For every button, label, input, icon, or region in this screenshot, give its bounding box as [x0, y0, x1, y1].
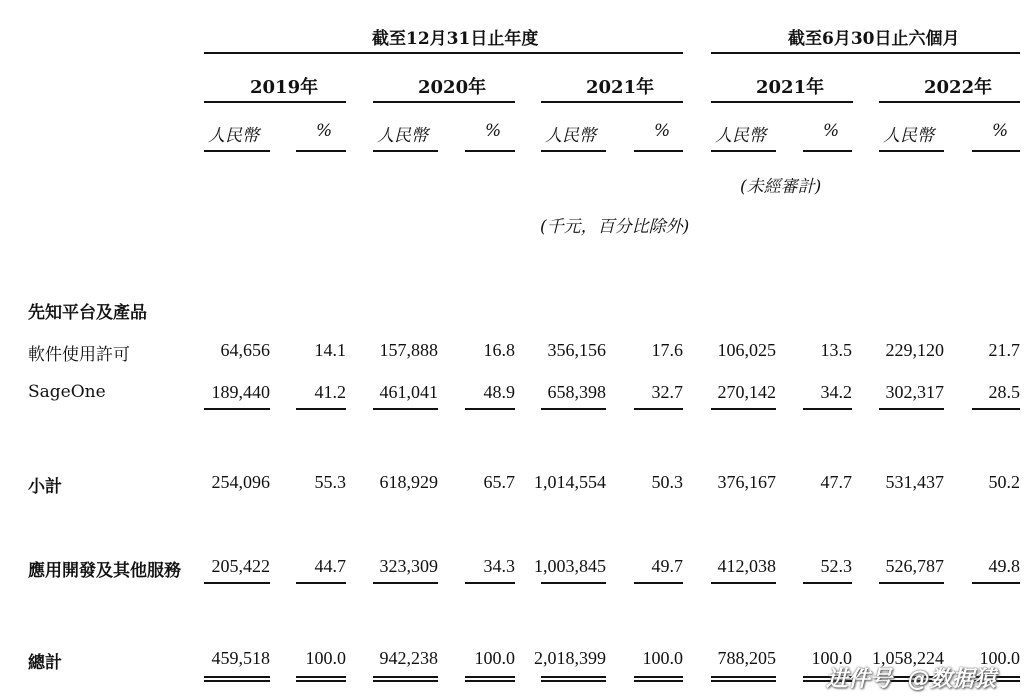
sum-underline: [972, 582, 1020, 584]
sum-underline: [634, 408, 683, 410]
total-double-underline: [711, 676, 776, 682]
sum-underline: [204, 582, 270, 584]
table-cell: 50.2: [988, 472, 1020, 492]
table-cell: 100.0: [305, 648, 346, 668]
watermark-left: 进件号: [826, 667, 893, 692]
sum-underline: [803, 582, 852, 584]
sum-underline: [711, 408, 776, 410]
table-cell: 461,041: [379, 382, 438, 402]
year-2019: 2019年: [250, 77, 319, 98]
row-label-total: 總計: [28, 653, 62, 673]
table-cell: 658,398: [547, 382, 606, 402]
sum-underline: [373, 408, 438, 410]
total-double-underline: [541, 676, 606, 682]
sum-underline: [634, 582, 683, 584]
table-cell: 157,888: [379, 340, 438, 360]
table-cell: 942,238: [379, 648, 438, 668]
table-cell: 14.1: [314, 340, 346, 360]
table-cell: 13.5: [820, 340, 852, 360]
table-cell: 21.7: [988, 340, 1020, 360]
subheader-underline: [541, 150, 606, 152]
currency-subheader: 人民幣: [208, 126, 259, 146]
year-2020: 2020年: [418, 77, 487, 98]
row-label-software: 軟件使用許可: [28, 345, 130, 365]
table-cell: 254,096: [211, 472, 270, 492]
table-cell: 47.7: [820, 472, 852, 492]
table-cell: 526,787: [885, 556, 944, 576]
sum-underline: [296, 582, 346, 584]
table-cell: 41.2: [314, 382, 346, 402]
table-cell: 17.6: [651, 340, 683, 360]
table-cell: 44.7: [314, 556, 346, 576]
total-double-underline: [373, 676, 438, 682]
currency-subheader: 人民幣: [377, 126, 428, 146]
table-cell: 34.3: [483, 556, 515, 576]
table-cell: 32.7: [651, 382, 683, 402]
subheader-underline: [465, 150, 515, 152]
sum-underline: [879, 582, 944, 584]
sum-underline: [541, 582, 606, 584]
table-cell: 302,317: [885, 382, 944, 402]
percent-subheader: %: [654, 121, 671, 141]
currency-subheader: 人民幣: [883, 126, 934, 146]
table-cell: 100.0: [979, 648, 1020, 668]
table-cell: 49.7: [651, 556, 683, 576]
row-label-sageone: SageOne: [28, 382, 106, 402]
sum-underline: [296, 408, 346, 410]
sum-underline: [879, 408, 944, 410]
subheader-underline: [634, 150, 683, 152]
table-cell: 1,014,554: [534, 472, 606, 492]
table-cell: 34.2: [820, 382, 852, 402]
sum-underline: [541, 408, 606, 410]
divider-full-year: [204, 52, 683, 54]
year-underline: [373, 101, 515, 103]
table-cell: 205,422: [211, 556, 270, 576]
percent-subheader: %: [316, 121, 333, 141]
table-cell: 106,025: [717, 340, 776, 360]
table-cell: 531,437: [885, 472, 944, 492]
table-cell: 64,656: [220, 340, 270, 360]
subheader-underline: [879, 150, 944, 152]
sum-underline: [465, 408, 515, 410]
header-half-year: 截至6月30日止六個月: [788, 29, 960, 49]
year-underline: [541, 101, 683, 103]
sum-underline: [373, 582, 438, 584]
row-label-services: 應用開發及其他服務: [28, 561, 181, 581]
table-cell: 618,929: [379, 472, 438, 492]
table-cell: 50.3: [651, 472, 683, 492]
subheader-underline: [373, 150, 438, 152]
table-cell: 459,518: [211, 648, 270, 668]
total-double-underline: [296, 676, 346, 682]
table-cell: 270,142: [717, 382, 776, 402]
table-cell: 323,309: [379, 556, 438, 576]
year-2022-half: 2022年: [924, 77, 993, 98]
subheader-underline: [972, 150, 1020, 152]
sum-underline: [803, 408, 852, 410]
subheader-underline: [296, 150, 346, 152]
table-cell: 28.5: [988, 382, 1020, 402]
header-full-year: 截至12月31日止年度: [372, 29, 539, 49]
currency-subheader: 人民幣: [545, 126, 596, 146]
sum-underline: [465, 582, 515, 584]
currency-subheader: 人民幣: [715, 126, 766, 146]
table-cell: 100.0: [642, 648, 683, 668]
percent-subheader: %: [823, 121, 840, 141]
table-cell: 100.0: [811, 648, 852, 668]
table-cell: 16.8: [483, 340, 515, 360]
total-double-underline: [204, 676, 270, 682]
percent-subheader: %: [485, 121, 502, 141]
table-cell: 49.8: [988, 556, 1020, 576]
year-underline: [879, 101, 1020, 103]
year-underline: [204, 101, 346, 103]
year-2021: 2021年: [586, 77, 655, 98]
sum-underline: [711, 582, 776, 584]
table-cell: 376,167: [717, 472, 776, 492]
units-note: (千元，百分比除外): [540, 217, 690, 237]
table-cell: 356,156: [547, 340, 606, 360]
table-cell: 1,003,845: [534, 556, 606, 576]
total-double-underline: [634, 676, 683, 682]
unaudited-note: (未經審計): [740, 177, 822, 197]
table-cell: 412,038: [717, 556, 776, 576]
table-cell: 100.0: [474, 648, 515, 668]
table-cell: 229,120: [885, 340, 944, 360]
sum-underline: [972, 408, 1020, 410]
table-cell: 1,058,224: [872, 648, 944, 668]
table-cell: 65.7: [483, 472, 515, 492]
percent-subheader: %: [992, 121, 1009, 141]
table-cell: 55.3: [314, 472, 346, 492]
total-double-underline: [465, 676, 515, 682]
table-cell: 48.9: [483, 382, 515, 402]
watermark-right: @数据猿: [908, 667, 997, 692]
subheader-underline: [803, 150, 852, 152]
year-underline: [711, 101, 853, 103]
subheader-underline: [711, 150, 776, 152]
subheader-underline: [204, 150, 270, 152]
table-cell: 52.3: [820, 556, 852, 576]
row-label-platform: 先知平台及產品: [28, 303, 147, 323]
table-cell: 189,440: [211, 382, 270, 402]
sum-underline: [204, 408, 270, 410]
table-cell: 788,205: [717, 648, 776, 668]
row-label-subtotal: 小計: [28, 477, 62, 497]
divider-half-year: [711, 52, 1020, 54]
year-2021-half: 2021年: [756, 77, 825, 98]
table-cell: 2,018,399: [534, 648, 606, 668]
